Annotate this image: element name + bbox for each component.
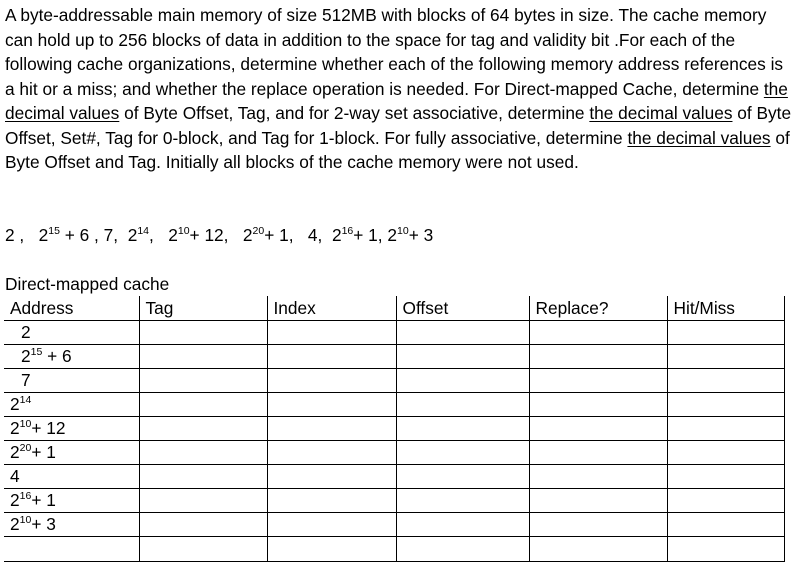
index-cell[interactable] (267, 368, 396, 392)
seq-item-4: $2^{14}$, (127, 225, 154, 245)
replace-cell[interactable] (529, 392, 667, 416)
index-cell[interactable] (267, 344, 396, 368)
decimal-values-underlined-1: the decimal values (5, 78, 788, 123)
index-cell[interactable] (267, 536, 396, 561)
tag-cell[interactable] (139, 536, 267, 561)
index-cell[interactable] (267, 416, 396, 440)
header-tag: Tag (139, 296, 267, 320)
hit-miss-cell[interactable] (667, 416, 784, 440)
hit-miss-cell[interactable] (667, 536, 784, 561)
address-cell: $2^{15} + 6$ (4, 344, 139, 368)
replace-cell[interactable] (529, 368, 667, 392)
header-index: Index (267, 296, 396, 320)
offset-cell[interactable] (396, 536, 529, 561)
table-header-row (4, 296, 784, 320)
table-row (4, 344, 784, 368)
table-row (4, 416, 784, 440)
tag-cell[interactable] (139, 368, 267, 392)
hit-miss-cell[interactable] (667, 464, 784, 488)
offset-cell[interactable] (396, 440, 529, 464)
seq-item-7: 4, (307, 225, 323, 245)
seq-item-3: 7, (103, 225, 119, 245)
address-cell: 2 (4, 320, 139, 344)
table-row (4, 368, 784, 392)
problem-statement (5, 3, 795, 175)
tag-cell[interactable] (139, 344, 267, 368)
offset-cell[interactable] (396, 368, 529, 392)
replace-cell[interactable] (529, 464, 667, 488)
offset-cell[interactable] (396, 416, 529, 440)
address-cell: 4 (4, 464, 139, 488)
tag-cell[interactable] (139, 512, 267, 536)
header-hit-miss: Hit/Miss (667, 296, 784, 320)
hit-miss-cell[interactable] (667, 440, 784, 464)
offset-cell[interactable] (396, 320, 529, 344)
hit-miss-cell[interactable] (667, 512, 784, 536)
replace-cell[interactable] (529, 512, 667, 536)
replace-cell[interactable] (529, 440, 667, 464)
tag-cell[interactable] (139, 440, 267, 464)
address-cell: $2^{14}$ (4, 392, 139, 416)
offset-cell[interactable] (396, 488, 529, 512)
index-cell[interactable] (267, 320, 396, 344)
seq-item-2: $2^{15} + 6$ , (38, 225, 99, 245)
address-cell: $2^{20}+ 1$ (4, 440, 139, 464)
replace-cell[interactable] (529, 344, 667, 368)
table-row (4, 536, 784, 561)
address-cell (4, 536, 139, 561)
index-cell[interactable] (267, 392, 396, 416)
header-replace: Replace? (529, 296, 667, 320)
tag-cell[interactable] (139, 320, 267, 344)
hit-miss-cell[interactable] (667, 392, 784, 416)
tag-cell[interactable] (139, 488, 267, 512)
address-cell: 7 (4, 368, 139, 392)
table-caption: Direct-mapped cache (5, 274, 170, 294)
table-row (4, 464, 784, 488)
problem-part-2: of Byte Offset, Tag, and for 2-way set associative, determine (119, 103, 590, 123)
index-cell[interactable] (267, 512, 396, 536)
seq-item-5: $2^{10}+ 12$, (168, 225, 229, 245)
replace-cell[interactable] (529, 488, 667, 512)
tag-cell[interactable] (139, 464, 267, 488)
address-cell: $2^{10}+ 12$ (4, 416, 139, 440)
hit-miss-cell[interactable] (667, 488, 784, 512)
hit-miss-cell[interactable] (667, 368, 784, 392)
table-row (4, 320, 784, 344)
index-cell[interactable] (267, 440, 396, 464)
decimal-values-underlined-3: the decimal values (627, 127, 771, 148)
problem-part-4: of Byte Offset and Tag. Initially all blocks of the cache memory were not used. (5, 127, 790, 172)
replace-cell[interactable] (529, 320, 667, 344)
header-address: Address (4, 296, 139, 320)
tag-cell[interactable] (139, 416, 267, 440)
direct-mapped-cache-table (4, 296, 785, 562)
replace-cell[interactable] (529, 416, 667, 440)
address-cell: $2^{16}+ 1$ (4, 488, 139, 512)
tag-cell[interactable] (139, 392, 267, 416)
offset-cell[interactable] (396, 392, 529, 416)
seq-item-6: $2^{20}+ 1$, (242, 225, 294, 245)
hit-miss-cell[interactable] (667, 320, 784, 344)
table-row (4, 392, 784, 416)
header-offset: Offset (396, 296, 529, 320)
index-cell[interactable] (267, 488, 396, 512)
table-row (4, 440, 784, 464)
offset-cell[interactable] (396, 464, 529, 488)
address-cell: $2^{10}+ 3$ (4, 512, 139, 536)
problem-intro: A byte-addressable main memory of size 512MB with blocks of 64 bytes in size. The cache memory can hold up to 256 blocks of data in addition to the space for tag and validity bit .For each of the following cache organizations, determine whether each of the following memory address references is a hit or a miss; and whether the replace operation is needed. For Direct-mapped Cache, determine (5, 5, 784, 99)
offset-cell[interactable] (396, 344, 529, 368)
problem-part-3: of Byte Offset, Set#, Tag for 0-block, and Tag for 1-block. For fully associative, determine (5, 103, 792, 148)
address-sequence (5, 223, 433, 247)
replace-cell[interactable] (529, 536, 667, 561)
index-cell[interactable] (267, 464, 396, 488)
table-row (4, 488, 784, 512)
hit-miss-cell[interactable] (667, 344, 784, 368)
offset-cell[interactable] (396, 512, 529, 536)
table-row (4, 512, 784, 536)
decimal-values-underlined-2: the decimal values (589, 103, 733, 123)
seq-item-8: $2^{16}+ 1$, (331, 225, 383, 245)
seq-item-9: $2^{10}+ 3$ (387, 225, 434, 245)
seq-item-1: 2 , (5, 225, 25, 245)
